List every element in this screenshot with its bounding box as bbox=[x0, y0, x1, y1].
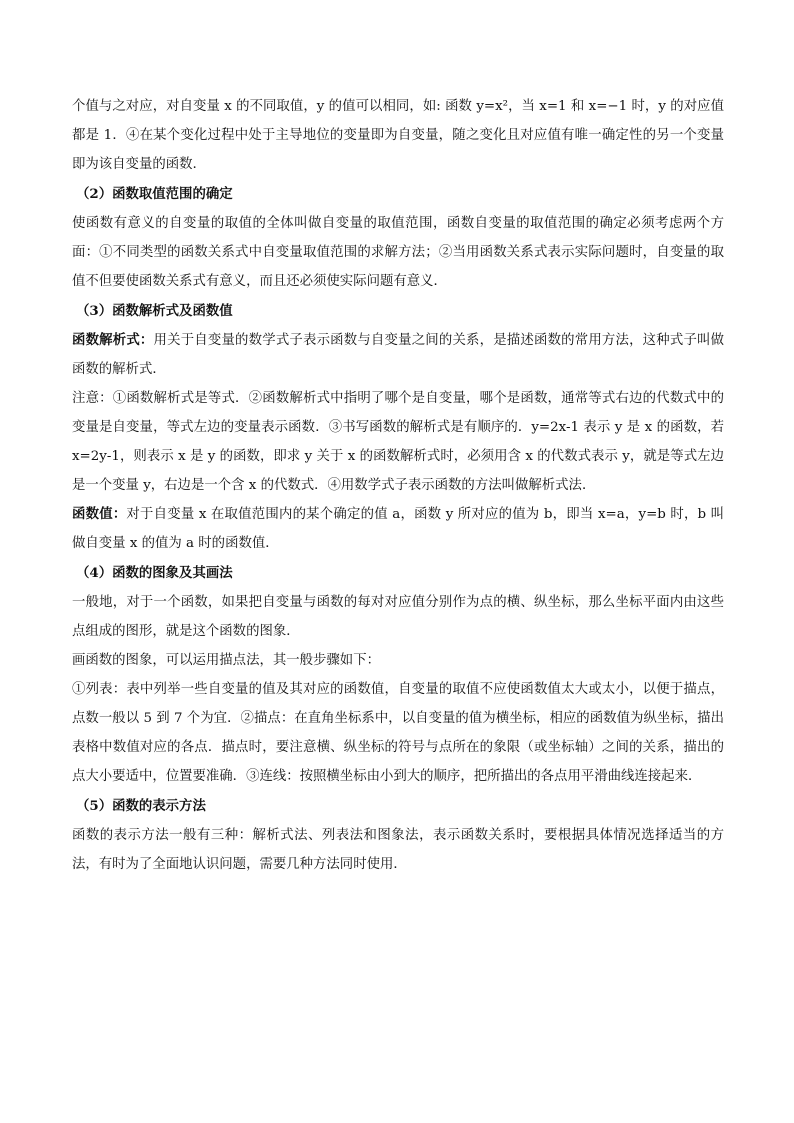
function-value-paragraph bbox=[72, 500, 724, 558]
expression-lead-term: 函数解析式： bbox=[72, 332, 154, 348]
graph-steps-intro: 画函数的图象，可以运用描点法，其一般步骤如下： bbox=[72, 653, 380, 668]
document-page bbox=[72, 92, 724, 879]
section-heading-representation: （5）函数的表示方法 bbox=[76, 798, 206, 814]
section-heading-graph: （4）函数的图象及其画法 bbox=[76, 565, 233, 581]
range-paragraph: 使函数有意义的自变量的取值的全体叫做自变量的取值范围，函数自变量的取值范围的确定必须考虑两个方面：①不同类型的函数关系式中自变量取值范围的求解方法；②当用函数关系式表示实际问题时，自变量的取值不但要使函数关系式有意义，而且还必须使实际问题有意义． bbox=[72, 216, 724, 289]
function-value-lead-term: 函数值： bbox=[72, 506, 127, 522]
section-heading-expression: （3）函数解析式及函数值 bbox=[76, 303, 233, 319]
graph-steps-paragraph: ①列表：表中列举一些自变量的值及其对应的函数值，自变量的取值不应使函数值太大或太小，以便于描点，点数一般以 5 到 7 个为宜．②描点：在直角坐标系中，以自变量的值为横坐标，相应的函数值为纵坐标，描出表格中数值对应的各点．描点时，要注意横、纵坐标的符号与点所在的象限（或坐标轴）之间的关系，描出的点大小要适中，位置要准确．③连线：按照横坐标由小到大的顺序，把所描出的各点用平滑曲线连接起来． bbox=[72, 682, 724, 784]
function-value-definition: 对于自变量 x 在取值范围内的某个确定的值 a，函数 y 所对应的值为 b，即当 x=a，y=b 时，b 叫做自变量 x 的值为 a 时的函数值． bbox=[72, 507, 724, 551]
expression-paragraph bbox=[72, 326, 724, 384]
expression-note-paragraph: 注意：①函数解析式是等式．②函数解析式中指明了哪个是自变量，哪个是函数，通常等式右边的代数式中的变量是自变量，等式左边的变量表示函数．③书写函数的解析式是有顺序的．y=2x-1 表示 y 是 x 的函数，若 x=2y-1，则表示 x 是 y 的函数，即求 y 关于 x 的函数解析式时，必须用含 x 的代数式表示 y，就是等式左边是一个变量 y，右边是一个含 x 的代数式．④用数学式子表示函数的方法叫做解析式法． bbox=[72, 391, 724, 493]
expression-definition: 用关于自变量的数学式子表示函数与自变量之间的关系，是描述函数的常用方法，这种式子叫做函数的解析式． bbox=[72, 333, 725, 377]
representation-paragraph: 函数的表示方法一般有三种：解析式法、列表法和图象法，表示函数关系时，要根据具体情况选择适当的方法，有时为了全面地认识问题，需要几种方法同时使用． bbox=[72, 828, 724, 872]
section-heading-range: （2）函数取值范围的确定 bbox=[76, 186, 233, 202]
graph-definition-paragraph: 一般地，对于一个函数，如果把自变量与函数的每对对应值分别作为点的横、纵坐标，那么坐标平面内由这些点组成的图形，就是这个函数的图象． bbox=[72, 595, 724, 639]
intro-paragraph: 个值与之对应，对自变量 x 的不同取值，y 的值可以相同，如: 函数 y=x²，当 x=1 和 x=−1 时，y 的对应值都是 1．④在某个变化过程中处于主导地位的变量即为自变量，随之变化且对应值有唯一确定性的另一个变量即为该自变量的函数. bbox=[72, 99, 724, 172]
